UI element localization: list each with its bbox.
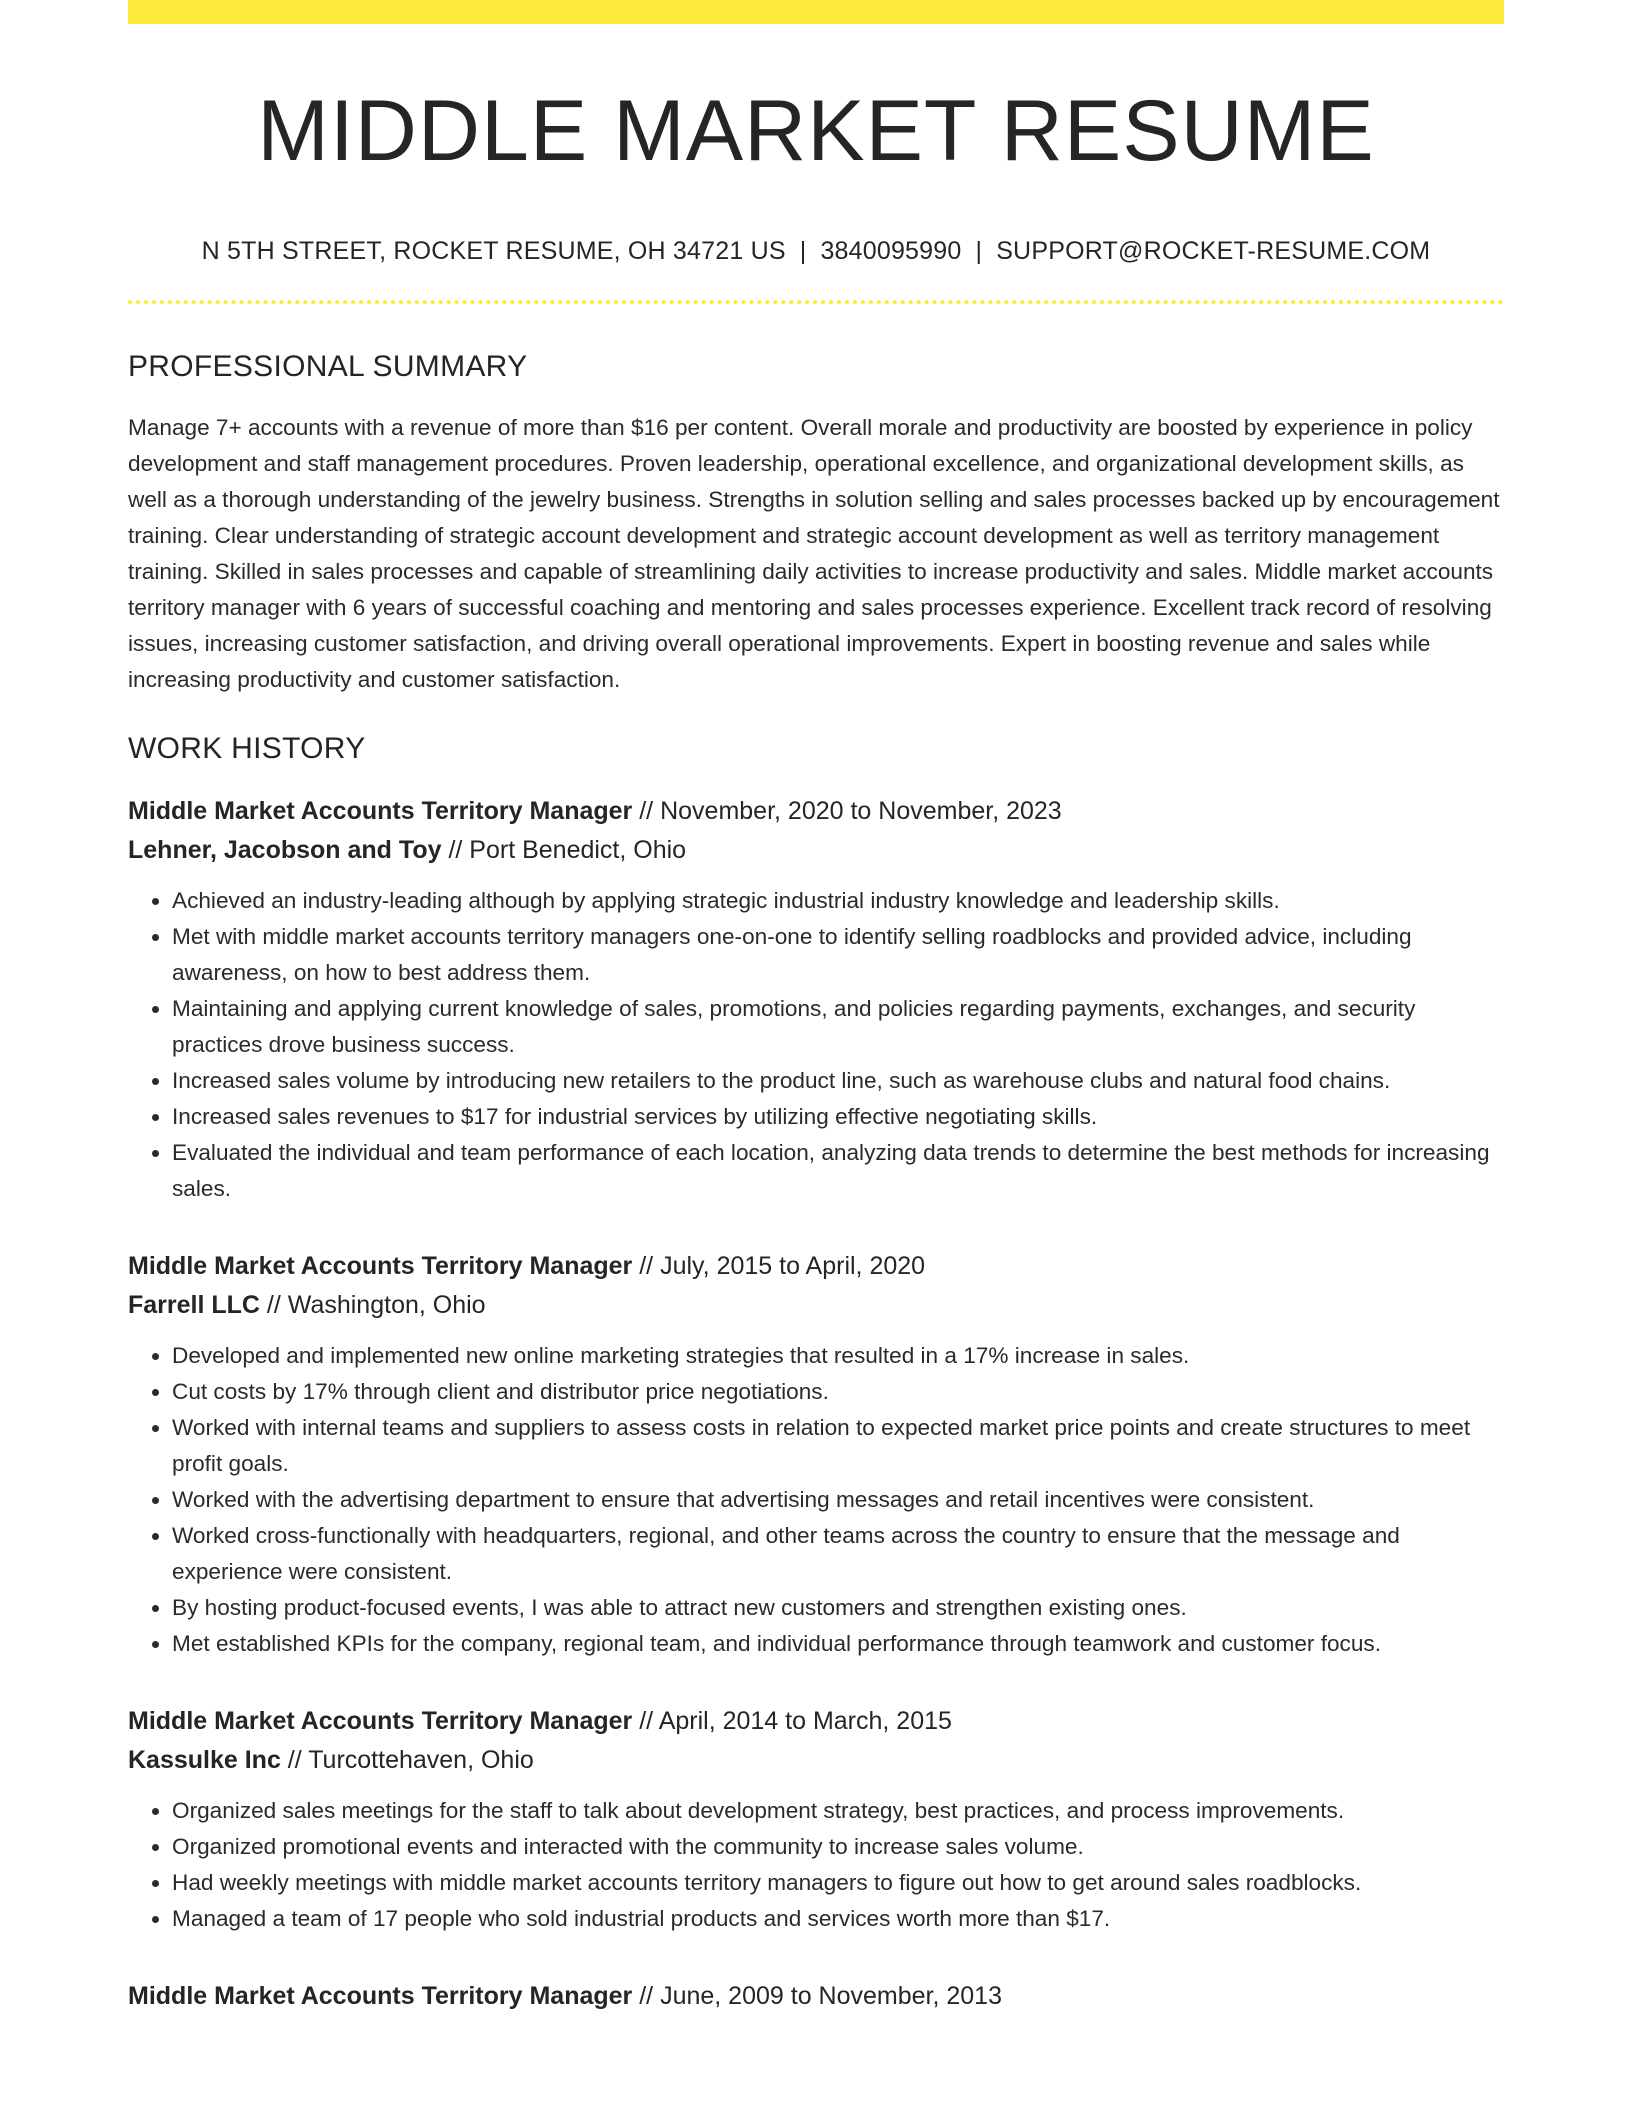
job-bullet: • Worked with internal teams and suppliers to assess costs in relation to expected market price points and create structures to meet profit goals. (172, 1410, 1504, 1482)
job-company: Kassulke Inc (128, 1745, 281, 1774)
resume-page (128, 0, 1504, 2016)
job-bullet: • Increased sales revenues to $17 for industrial services by utilizing effective negotiating skills. (172, 1099, 1504, 1135)
job-location: Port Benedict, Ohio (469, 835, 687, 864)
job-bullet: • By hosting product-focused events, I was able to attract new customers and strengthen existing ones. (172, 1590, 1504, 1626)
job-dates: April, 2014 to March, 2015 (658, 1706, 952, 1735)
job-bullets (128, 1793, 1504, 1937)
job-bullet: • Organized promotional events and interacted with the community to increase sales volume. (172, 1829, 1504, 1865)
job-divider: // (632, 1981, 661, 2010)
job-divider: // (632, 1706, 659, 1735)
job-title-line (128, 1702, 1504, 1741)
job-entry (128, 792, 1504, 1207)
job-bullets (128, 883, 1504, 1207)
job-location: Washington, Ohio (287, 1290, 486, 1319)
job-entry (128, 1247, 1504, 1662)
job-dates: November, 2020 to November, 2023 (660, 796, 1062, 825)
job-bullet: • Worked cross-functionally with headquarters, regional, and other teams across the country to ensure that the message and experience were consistent. (172, 1518, 1504, 1590)
job-divider: // (259, 1290, 288, 1319)
job-bullet: • Evaluated the individual and team performance of each location, analyzing data trends to determine the best methods for increasing sales. (172, 1135, 1504, 1207)
job-divider: // (632, 1251, 661, 1280)
job-bullet: • Increased sales volume by introducing new retailers to the product line, such as warehouse clubs and natural food chains. (172, 1063, 1504, 1099)
summary-text: Manage 7+ accounts with a revenue of more than $16 per content. Overall morale and productivity are boosted by experience in policy development and staff management procedures. Proven leadership, operational excellence, and organizational development skills, as well as a thorough understanding of the jewelry business. Strengths in solution selling and sales processes backed up by encouragement training. Clear understanding of strategic account development and strategic account development as well as territory management training. Skilled in sales processes and capable of streamlining daily activities to increase productivity and sales. Middle market accounts territory manager with 6 years of successful coaching and mentoring and sales processes experience. Excellent track record of resolving issues, increasing customer satisfaction, and driving overall operational improvements. Expert in boosting revenue and sales while increasing productivity and customer satisfaction. (128, 414, 1500, 692)
dotted-divider (128, 300, 1504, 304)
job-bullet: • Achieved an industry-leading although by applying strategic industrial industry knowledge and leadership skills. (172, 883, 1504, 919)
job-bullet: • Worked with the advertising department to ensure that advertising messages and retail incentives were consistent. (172, 1482, 1504, 1518)
job-company: Farrell LLC (128, 1290, 260, 1319)
job-entry (128, 1702, 1504, 1937)
job-role: Middle Market Accounts Territory Manager (128, 1251, 633, 1280)
job-dates: July, 2015 to April, 2020 (660, 1251, 926, 1280)
contact-separator: | (975, 236, 983, 265)
job-company-line (128, 1286, 1504, 1325)
job-bullets (128, 1338, 1504, 1662)
email: SUPPORT@ROCKET-RESUME.COM (996, 236, 1431, 265)
job-company: Lehner, Jacobson and Toy (128, 835, 442, 864)
job-location: Turcottehaven, Ohio (308, 1745, 534, 1774)
job-bullet: • Had weekly meetings with middle market accounts territory managers to figure out how to get around sales roadblocks. (172, 1865, 1504, 1901)
job-role: Middle Market Accounts Territory Manager (128, 1981, 633, 2010)
job-list (128, 792, 1504, 2016)
job-divider: // (632, 796, 661, 825)
summary-heading: PROFESSIONAL SUMMARY (128, 349, 528, 383)
job-bullet: • Met with middle market accounts territory managers one-on-one to identify selling roadblocks and provided advice, including awareness, on how to best address them. (172, 919, 1504, 991)
work-history-heading: WORK HISTORY (128, 731, 366, 765)
job-bullet: • Managed a team of 17 people who sold industrial products and services worth more than $17. (172, 1901, 1504, 1937)
address: N 5TH STREET, ROCKET RESUME, OH 34721 US (201, 236, 786, 265)
job-bullet: • Cut costs by 17% through client and distributor price negotiations. (172, 1374, 1504, 1410)
job-role: Middle Market Accounts Territory Manager (128, 796, 633, 825)
job-title-line (128, 1977, 1504, 2016)
job-entry (128, 1977, 1504, 2016)
job-company-line (128, 831, 1504, 870)
header-accent-bar (128, 0, 1504, 24)
job-divider: // (280, 1745, 309, 1774)
job-title-line (128, 1247, 1504, 1286)
job-bullet: • Maintaining and applying current knowledge of sales, promotions, and policies regarding payments, exchanges, and security practices drove business success. (172, 991, 1504, 1063)
job-bullet: • Developed and implemented new online marketing strategies that resulted in a 17% increase in sales. (172, 1338, 1504, 1374)
job-role: Middle Market Accounts Territory Manager (128, 1706, 633, 1735)
phone: 3840095990 (820, 236, 962, 265)
job-bullet: • Organized sales meetings for the staff to talk about development strategy, best practices, and process improvements. (172, 1793, 1504, 1829)
job-bullet: • Met established KPIs for the company, regional team, and individual performance through teamwork and customer focus. (172, 1626, 1504, 1662)
job-dates: June, 2009 to November, 2013 (660, 1981, 1002, 2010)
resume-name: MIDDLE MARKET RESUME (257, 83, 1375, 179)
job-divider: // (441, 835, 470, 864)
contact-separator: | (799, 236, 807, 265)
job-title-line (128, 792, 1504, 831)
job-company-line (128, 1741, 1504, 1780)
contact-line (128, 237, 1504, 266)
